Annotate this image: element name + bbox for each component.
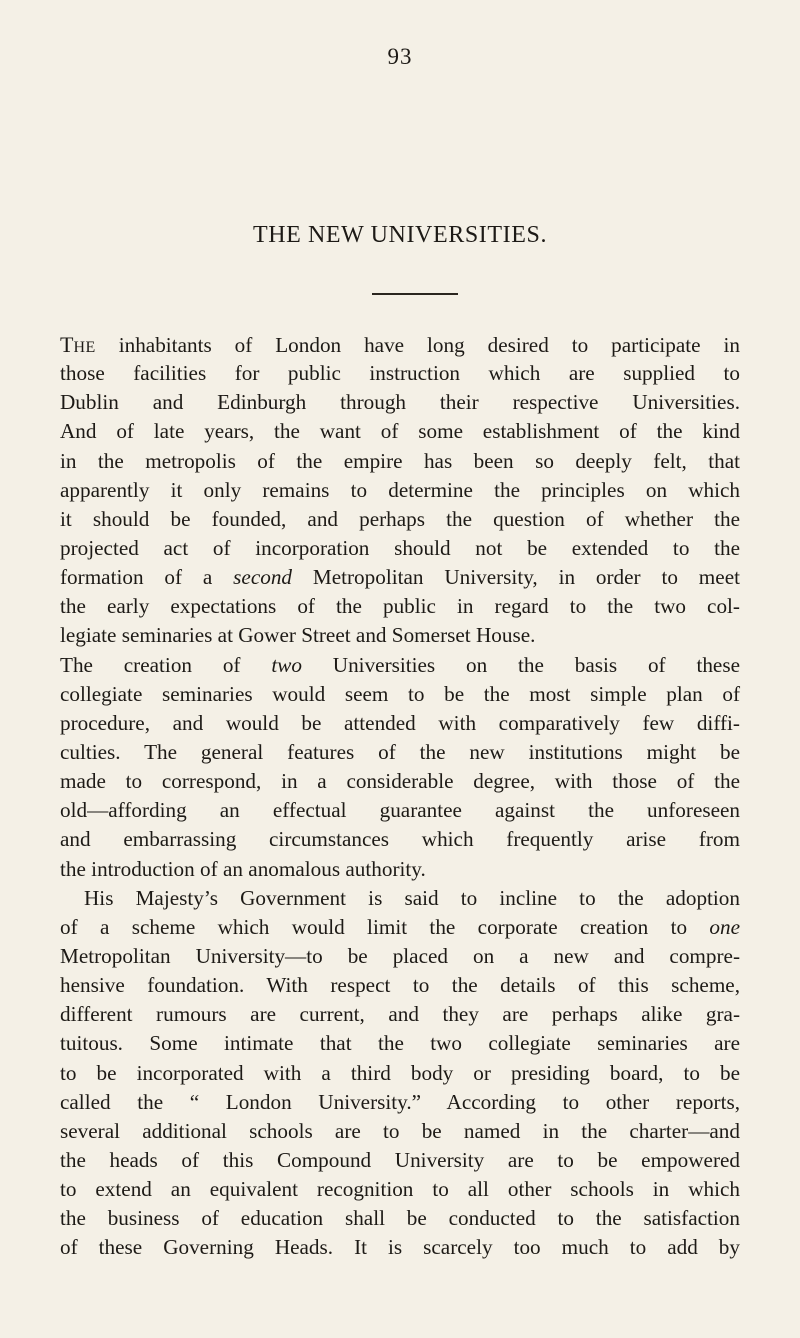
line-text: Universities on the basis of these: [301, 652, 740, 677]
text-line: [60, 1146, 740, 1175]
text-line: [60, 330, 740, 359]
text-line: [60, 855, 740, 884]
text-line: [60, 417, 740, 446]
italic-emphasis: two: [271, 652, 302, 677]
line-text: made to correspond, in a considerable degree, with those of the: [60, 769, 740, 794]
text-line: [60, 825, 740, 854]
page-number: 93: [387, 44, 413, 69]
text-line: [60, 621, 740, 650]
line-text: the business of education shall be conducted to the satisfaction: [60, 1206, 740, 1231]
line-text: the heads of this Compound University are to be empowered: [60, 1147, 740, 1172]
line-text: the early expectations of the public in regard to the two col-: [60, 594, 740, 619]
italic-emphasis: second: [233, 565, 293, 590]
page-title: THE NEW UNIVERSITIES.: [252, 222, 548, 248]
text-line: [60, 680, 740, 709]
line-text: The creation of: [60, 652, 272, 677]
text-line: [60, 505, 740, 534]
line-text: culties. The general features of the new institutions might be: [60, 739, 740, 764]
text-line: [60, 1088, 740, 1117]
line-text: and embarrassing circumstances which frequently arise from: [60, 827, 740, 852]
line-text: tuitous. Some intimate that the two collegiate seminaries are: [60, 1031, 740, 1056]
line-text: it should be founded, and perhaps the question of whether the: [60, 506, 740, 531]
line-text: inhabitants of London have long desired to participate in: [95, 333, 740, 357]
text-line: [60, 476, 740, 505]
line-text: formation of a: [60, 565, 234, 590]
line-text: procedure, and would be attended with comparatively few diffi-: [60, 710, 740, 735]
line-text: Metropolitan University, in order to meet: [292, 565, 740, 590]
text-line: [60, 709, 740, 738]
line-text: And of late years, the want of some establishment of the kind: [60, 419, 740, 444]
line-text: old—affording an effectual guarantee against the unforeseen: [60, 798, 740, 823]
line-text: legiate seminaries at Gower Street and Somerset House.: [60, 623, 536, 648]
line-text: collegiate seminaries would seem to be the most simple plan of: [60, 681, 740, 706]
text-line: [60, 767, 740, 796]
text-line: [60, 796, 740, 825]
text-line: [60, 971, 740, 1000]
text-line: [60, 913, 740, 942]
text-line: [60, 1233, 740, 1262]
text-line: [60, 1117, 740, 1146]
line-text: different rumours are current, and they are perhaps alike gra-: [60, 1002, 740, 1027]
line-text: Metropolitan University—to be placed on a new and compre-: [60, 943, 740, 968]
line-text: to be incorporated with a third body or presiding board, to be: [60, 1060, 740, 1085]
text-line: [60, 1175, 740, 1204]
line-text: of these Governing Heads. It is scarcely too much to add by: [60, 1235, 740, 1260]
text-line: [60, 942, 740, 971]
line-text: the introduction of an anomalous authority.: [60, 856, 426, 881]
text-line: [60, 592, 740, 621]
line-text: projected act of incorporation should not be extended to the: [60, 535, 740, 560]
text-line: [60, 388, 740, 417]
line-text: in the metropolis of the empire has been so deeply felt, that: [60, 448, 740, 473]
text-line: [60, 1204, 740, 1233]
text-line: [60, 447, 740, 476]
text-line: [60, 1000, 740, 1029]
text-line: [60, 738, 740, 767]
text-line: [60, 651, 740, 680]
line-text: those facilities for public instruction which are supplied to: [60, 361, 740, 386]
line-text: His Majesty’s Government is said to incline to the adoption: [84, 885, 740, 910]
text-line: [60, 563, 740, 592]
line-text: several additional schools are to be named in the charter—and: [60, 1118, 740, 1143]
title-rule: [372, 293, 458, 295]
line-text: apparently it only remains to determine the principles on which: [60, 477, 740, 502]
line-text: of a scheme which would limit the corporate creation to: [60, 914, 710, 939]
text-line: [60, 1029, 740, 1058]
line-text: to extend an equivalent recognition to all other schools in which: [60, 1177, 740, 1202]
body-text: [60, 330, 740, 1263]
small-caps-text: HE: [73, 339, 96, 356]
line-text: called the “ London University.” According to other reports,: [60, 1089, 740, 1114]
text-line: [60, 884, 740, 913]
line-text: hensive foundation. With respect to the details of this scheme,: [60, 973, 740, 998]
text-line: [60, 359, 740, 388]
line-text: Dublin and Edinburgh through their respective Universities.: [60, 390, 740, 415]
drop-capital: T: [60, 332, 74, 357]
text-line: [60, 534, 740, 563]
italic-emphasis: one: [709, 914, 740, 939]
text-line: [60, 1059, 740, 1088]
